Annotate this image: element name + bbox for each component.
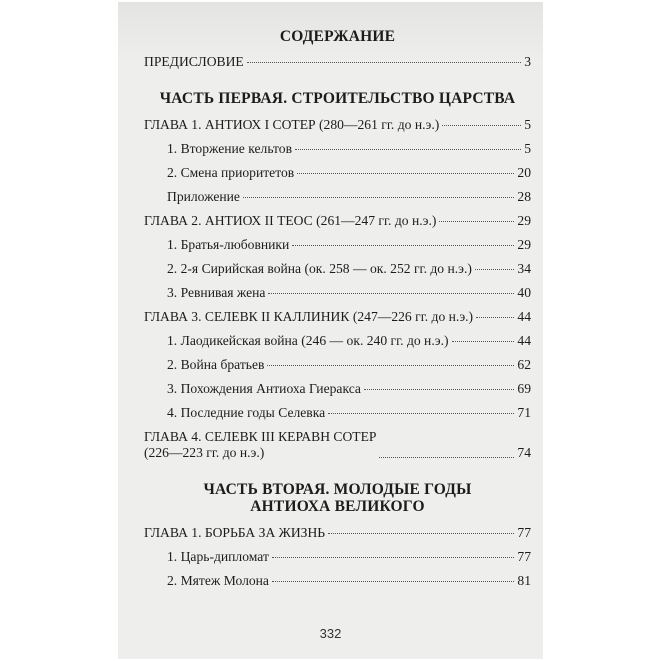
dot-leader [442, 125, 521, 126]
entry-page: 5 [524, 141, 531, 156]
toc-section [144, 285, 531, 309]
toc-chapter [144, 117, 531, 141]
dot-leader [247, 62, 521, 63]
entry-page: 20 [517, 165, 531, 180]
toc-section [144, 357, 531, 381]
toc-section [144, 549, 531, 573]
toc-section [144, 405, 531, 429]
entry-title: 3. Похождения Антиоха Гиеракса [167, 381, 361, 396]
entry-title: 2. Смена приоритетов [167, 165, 295, 180]
toc-section [144, 165, 531, 189]
entry-title-line-1: ГЛАВА 4. СЕЛЕВК III КЕРАВН СОТЕР [144, 429, 377, 444]
toc-chapter [144, 309, 531, 333]
part-2-title-line-2: АНТИОХА ВЕЛИКОГО [250, 498, 425, 515]
toc-chapter [144, 525, 531, 549]
book-page [118, 2, 543, 659]
toc-chapter [144, 429, 531, 461]
entry-page: 29 [517, 237, 531, 252]
dot-leader [295, 149, 521, 150]
entry-title: 1. Лаодикейская война (246 — ок. 240 гг. до н.э.) [167, 333, 449, 348]
entry-page: 81 [517, 573, 531, 588]
entry-title-line-2: (226—223 гг. до н.э.) [144, 445, 265, 460]
entry-title [144, 429, 376, 461]
entry-title: ГЛАВА 1. АНТИОХ I СОТЕР (280—261 гг. до н.э.) [144, 117, 440, 132]
dot-leader [328, 533, 514, 534]
dot-leader [272, 557, 515, 558]
toc-section [144, 573, 531, 597]
entry-page: 28 [517, 189, 531, 204]
toc-entry-preface [144, 54, 531, 78]
entry-title: ПРЕДИСЛОВИЕ [144, 54, 244, 69]
dot-leader [364, 389, 514, 390]
entry-page: 74 [517, 445, 531, 460]
dot-leader [379, 457, 514, 458]
dot-leader [292, 245, 514, 246]
dot-leader [297, 173, 514, 174]
page-number: 332 [319, 626, 342, 641]
entry-page: 3 [524, 54, 531, 69]
entry-page: 77 [517, 549, 531, 564]
toc-section [144, 381, 531, 405]
entry-title: 1. Царь-дипломат [167, 549, 269, 564]
entry-page: 77 [517, 525, 531, 540]
dot-leader [243, 197, 514, 198]
entry-page: 69 [517, 381, 531, 396]
dot-leader [475, 269, 514, 270]
dot-leader [272, 581, 514, 582]
table-of-contents [144, 28, 531, 597]
dot-leader [476, 317, 514, 318]
toc-title: СОДЕРЖАНИЕ [279, 28, 396, 45]
dot-leader [268, 293, 514, 294]
entry-title: Приложение [167, 189, 240, 204]
entry-title: 1. Вторжение кельтов [167, 141, 292, 156]
entry-page: 40 [517, 285, 531, 300]
toc-section [144, 237, 531, 261]
entry-title: 3. Ревнивая жена [167, 285, 266, 300]
toc-section [144, 333, 531, 357]
entry-title: ГЛАВА 3. СЕЛЕВК II КАЛЛИНИК (247—226 гг. до н.э.) [144, 309, 474, 324]
entry-title: 2. 2-я Сирийская война (ок. 258 — ок. 252 гг. до н.э.) [167, 261, 472, 276]
dot-leader [267, 365, 514, 366]
entry-page: 44 [517, 333, 531, 348]
entry-title: 2. Война братьев [167, 357, 265, 372]
entry-page: 5 [524, 117, 531, 132]
entry-title: ГЛАВА 1. БОРЬБА ЗА ЖИЗНЬ [144, 525, 326, 540]
entry-title: 1. Братья-любовники [167, 237, 290, 252]
part-1-title: ЧАСТЬ ПЕРВАЯ. СТРОИТЕЛЬСТВО ЦАРСТВА [159, 90, 516, 107]
entry-title: ГЛАВА 2. АНТИОХ II ТЕОС (261—247 гг. до н.э.) [144, 213, 437, 228]
toc-section [144, 141, 531, 165]
toc-chapter [144, 213, 531, 237]
entry-page: 71 [517, 405, 531, 420]
toc-section [144, 189, 531, 213]
toc-section [144, 261, 531, 285]
entry-page: 62 [517, 357, 531, 372]
entry-title: 2. Мятеж Молона [167, 573, 269, 588]
dot-leader [452, 341, 515, 342]
entry-page: 44 [517, 309, 531, 324]
part-2-title [144, 481, 531, 515]
entry-page: 34 [517, 261, 531, 276]
dot-leader [439, 221, 514, 222]
entry-page: 29 [517, 213, 531, 228]
dot-leader [328, 413, 514, 414]
part-2-title-line-1: ЧАСТЬ ВТОРАЯ. МОЛОДЫЕ ГОДЫ [203, 481, 472, 498]
entry-title: 4. Последние годы Селевка [167, 405, 326, 420]
